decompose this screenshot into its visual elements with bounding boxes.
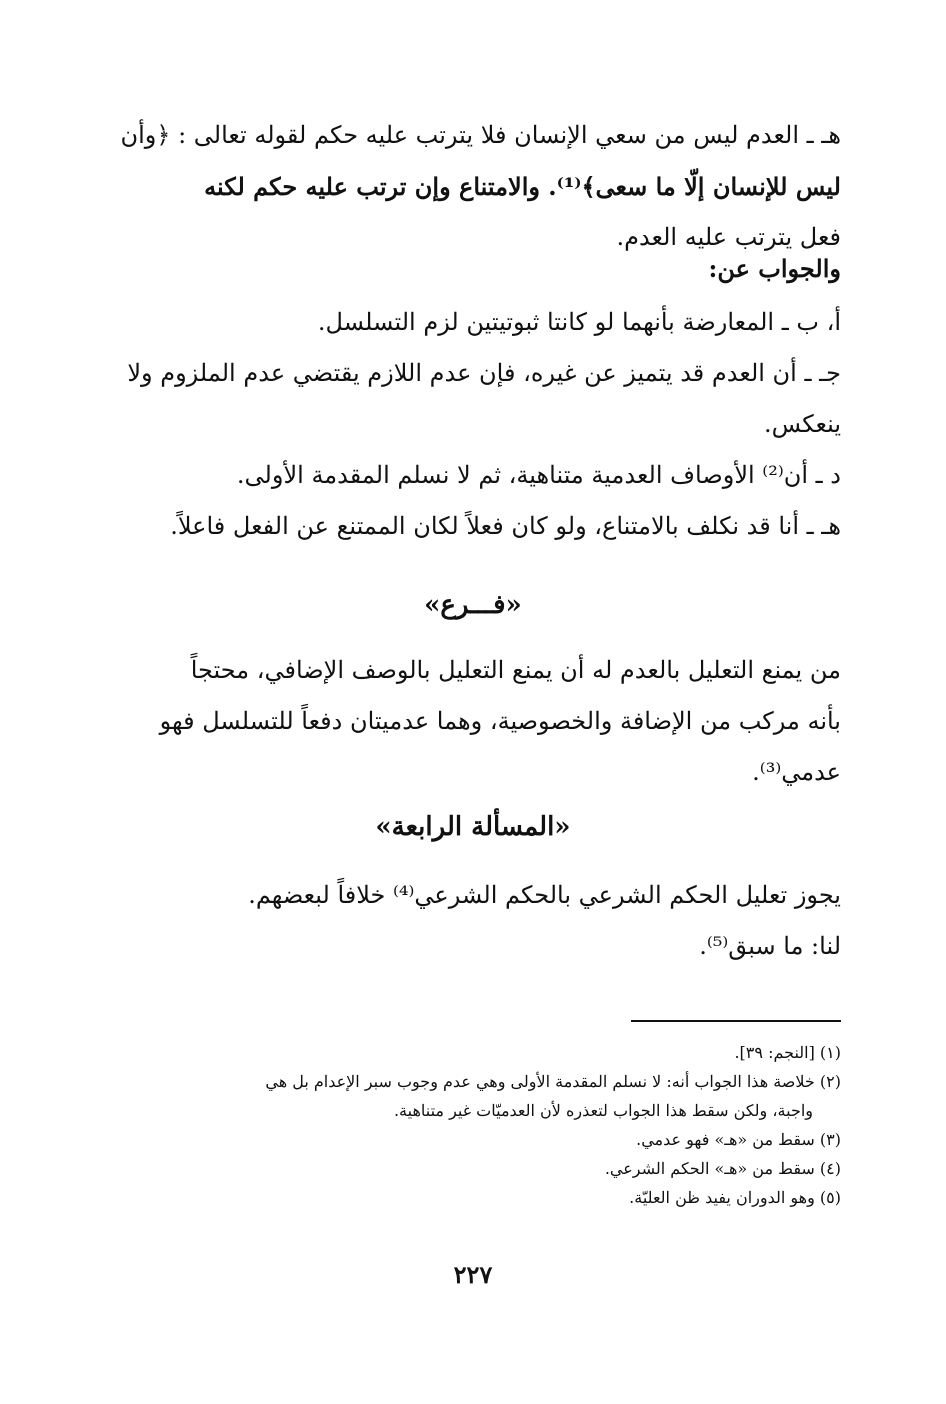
- footnotes: [105, 1038, 841, 1212]
- page-number: ٢٢٧: [453, 1260, 493, 1289]
- footnote: (١) [النجم: ٣٩].: [734, 1043, 841, 1062]
- text-line: عدمي⁽³⁾.: [752, 758, 841, 786]
- answers-list: [105, 297, 841, 552]
- section-fourth-text: [105, 870, 841, 972]
- text-line: فعل يترتب عليه العدم.: [616, 223, 841, 251]
- text-line: ليس للإنسان إلّا ما سعى﴾⁽¹⁾. والامتناع وإن ترتب عليه حكم لكنه: [204, 172, 841, 201]
- answer-item: ينعكس.: [764, 410, 841, 438]
- footnote: (٢) خلاصة هذا الجواب أنه: لا نسلم المقدمة الأولى وهي عدم وجوب سبر الإعدام بل هي: [265, 1072, 841, 1091]
- section-far-text: [105, 645, 841, 798]
- footnote: (٥) وهو الدوران يفيد ظن العليّة.: [629, 1188, 841, 1207]
- answer-item: أ، ب ـ المعارضة بأنهما لو كانتا ثبوتيتين لزم التسلسل.: [317, 308, 841, 336]
- footnote: (٤) سقط من «هـ» الحكم الشرعي.: [604, 1159, 841, 1178]
- text-line: من يمنع التعليل بالعدم له أن يمنع التعليل بالوصف الإضافي، محتجاً: [190, 656, 841, 684]
- answer-heading: والجواب عن:: [708, 254, 841, 283]
- footnote: (٣) سقط من «هـ» فهو عدمي.: [636, 1130, 841, 1149]
- text-line: بأنه مركب من الإضافة والخصوصية، وهما عدميتان دفعاً للتسلسل فهو: [159, 707, 841, 735]
- answer-item: هـ ـ أنا قد نكلف بالامتناع، ولو كان فعلاً لكان الممتنع عن الفعل فاعلاً.: [170, 512, 841, 540]
- answer-item: د ـ أن⁽²⁾ الأوصاف العدمية متناهية، ثم لا نسلم المقدمة الأولى.: [236, 461, 841, 489]
- footnote-continuation: واجبة، ولكن سقط هذا الجواب لتعذره لأن العدميّات غير متناهية.: [393, 1101, 813, 1120]
- text-line: هـ ـ العدم ليس من سعي الإنسان فلا يترتب عليه حكم لقوله تعالى : ﴿وأن: [120, 121, 841, 149]
- text-line: يجوز تعليل الحكم الشرعي بالحكم الشرعي⁽⁴⁾ خلافاً لبعضهم.: [248, 881, 841, 909]
- text-line: لنا: ما سبق⁽⁵⁾.: [699, 932, 841, 960]
- section-title-fourth-question: «المسألة الرابعة»: [375, 812, 571, 842]
- footnote-divider: [631, 1020, 841, 1022]
- paragraph-objection: [105, 110, 841, 263]
- answer-item: جـ ـ أن العدم قد يتميز عن غيره، فإن عدم اللازم يقتضي عدم الملزوم ولا: [127, 359, 841, 387]
- section-title-far: «فـــرع»: [424, 590, 522, 620]
